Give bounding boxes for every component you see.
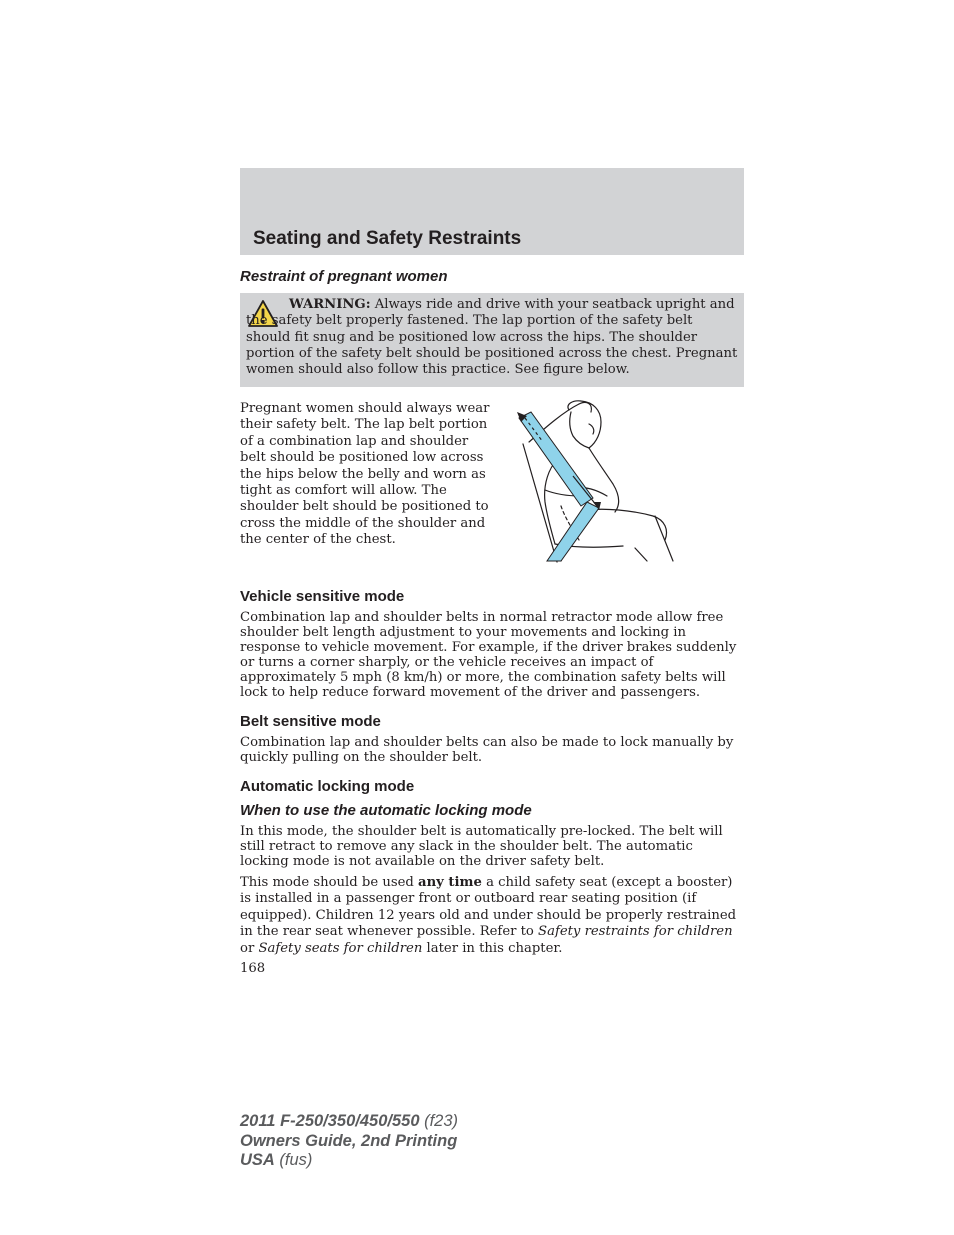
subheading-when-to-use: When to use the automatic locking mode bbox=[240, 802, 532, 819]
footer-line-guide: Owners Guide, 2nd Printing bbox=[240, 1131, 458, 1150]
heading-restraint-pregnant-women: Restraint of pregnant women bbox=[240, 268, 448, 285]
reference-safety-seats-for-children: Safety seats for children bbox=[258, 940, 423, 956]
document-footer bbox=[240, 1112, 458, 1171]
text-run: or bbox=[240, 940, 259, 956]
warning-body: Always ride and drive with your seatback upright and the safety belt properly fastened. The lap portion of the safety belt should fit snug and be positioned low across the hips. The shoulder portion of the safety belt should be positioned across the chest. Pregnant women should also follow this practice. See figure below. bbox=[246, 297, 738, 378]
footer-model: 2011 F-250/350/450/550 bbox=[240, 1112, 420, 1130]
footer-market-code: (fus) bbox=[274, 1151, 313, 1169]
heading-belt-sensitive-mode: Belt sensitive mode bbox=[240, 713, 381, 730]
heading-automatic-locking-mode: Automatic locking mode bbox=[240, 778, 415, 795]
footer-model-code: (f23) bbox=[419, 1112, 459, 1130]
automatic-locking-paragraph-1: In this mode, the shoulder belt is automatically pre-locked. The belt will still retract to remove any slack in the shoulder belt. The automatic locking mode is not available on the driver safety belt. bbox=[240, 824, 723, 869]
warning-label: WARNING: bbox=[289, 297, 371, 312]
page-number: 168 bbox=[240, 961, 266, 976]
text-run: a child safety seat (except a booster) is installed in a passenger front or outboard rear seating position (if equipped). Children 12 years old and under should be properly restrained in the rear seat whenever possible. Refer to bbox=[240, 875, 737, 940]
vehicle-sensitive-paragraph: Combination lap and shoulder belts in normal retractor mode allow free shoulder belt length adjustment to your movements and locking in response to vehicle movement. For example, if the driver brakes suddenly or turns a corner sharply, or the vehicle receives an impact of approximately 5 mph (8 km/h) or more, the combination safety belts will lock to help reduce forward movement of the driver and passengers. bbox=[240, 610, 737, 700]
footer-line-market bbox=[240, 1151, 458, 1171]
pregnant-belt-illustration bbox=[505, 398, 685, 566]
section-title: Seating and Safety Restraints bbox=[253, 228, 522, 249]
text-run: later in this chapter. bbox=[422, 940, 563, 956]
heading-vehicle-sensitive-mode: Vehicle sensitive mode bbox=[240, 588, 405, 605]
emphasis-any-time: any time bbox=[418, 875, 482, 890]
text-run: This mode should be used bbox=[240, 875, 419, 890]
pregnant-women-paragraph: Pregnant women should always wear their safety belt. The lap belt portion of a combination lap and shoulder belt should be positioned low across the hips below the belly and worn as tight as comfort will allow. The shoulder belt should be positioned to cross the middle of the shoulder and the center of the chest. bbox=[240, 401, 490, 548]
footer-market: USA bbox=[240, 1151, 275, 1169]
reference-safety-restraints-for-children: Safety restraints for children bbox=[538, 924, 733, 940]
footer-line-model bbox=[240, 1112, 458, 1132]
belt-sensitive-paragraph: Combination lap and shoulder belts can also be made to lock manually by quickly pulling on the shoulder belt. bbox=[240, 735, 734, 765]
warning-text bbox=[246, 297, 740, 378]
warning-box bbox=[240, 293, 744, 387]
automatic-locking-paragraph-2 bbox=[240, 875, 745, 957]
